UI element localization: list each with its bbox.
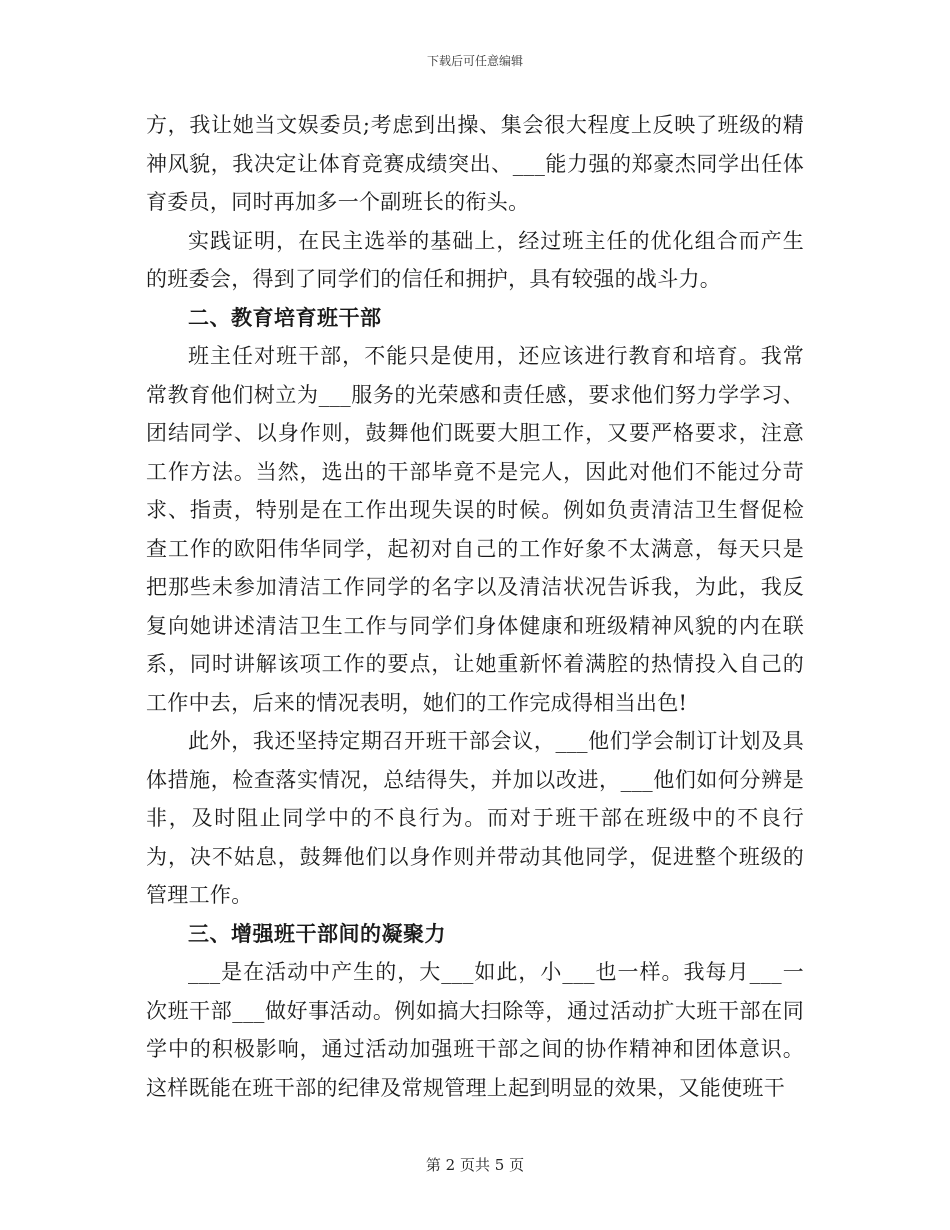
paragraph-5: ___是在活动中产生的，大___如此，小___也一样。我每月___一次班干部___做好事活动。例如搞大扫除等，通过活动扩大班干部在同学中的积极影响，通过活动加强班干部之间的协作精神和团体意识。这样既能在班干部的纪律及常规管理上起到明显的效果，又能使班干 <box>146 960 804 1100</box>
section-heading-3: 三、增强班干部间的凝聚力 <box>188 920 446 946</box>
page-header: 下载后可任意编辑 <box>426 54 523 68</box>
paragraph-3: 班主任对班干部，不能只是使用，还应该进行教育和培育。我常常教育他们树立为___服务的光荣感和责任感，要求他们努力学学习、团结同学、以身作则，鼓舞他们既要大胆工作，又要严格要求，注意工作方法。当然，选出的干部毕竟不是完人，因此对他们不能过分苛求、指责，特别是在工作出现失误的时候。例如负责清洁卫生督促检查工作的欧阳伟华同学，起初对自己的工作好象不太满意，每天只是把那些未参加清洁工作同学的名字以及清洁状况告诉我，为此，我反复向她讲述清洁卫生工作与同学们身体健康和班级精神风貌的内在联系，同时讲解该项工作的要点，让她重新怀着满腔的热情投入自己的工作中去，后来的情况表明，她们的工作完成得相当出色! <box>146 344 804 715</box>
paragraph-2: 实践证明，在民主选举的基础上，经过班主任的优化组合而产生的班委会，得到了同学们的信任和拥护，具有较强的战斗力。 <box>146 228 804 291</box>
document-body <box>146 106 804 1107</box>
paragraph-1: 方，我让她当文娱委员;考虑到出操、集会很大程度上反映了班级的精神风貌，我决定让体育竞赛成绩突出、___能力强的郑豪杰同学出任体育委员，同时再加多一个副班长的衔头。 <box>146 113 804 214</box>
paragraph-4: 此外，我还坚持定期召开班干部会议，___他们学会制订计划及具体措施，检查落实情况，总结得失，并加以改进，___他们如何分辨是非，及时阻止同学中的不良行为。而对于班干部在班级中的不良行为，决不姑息，鼓舞他们以身作则并带动其他同学，促进整个班级的管理工作。 <box>146 729 804 907</box>
section-heading-2: 二、教育培育班干部 <box>188 304 382 330</box>
page-footer: 第 2 页共 5 页 <box>425 1156 525 1174</box>
